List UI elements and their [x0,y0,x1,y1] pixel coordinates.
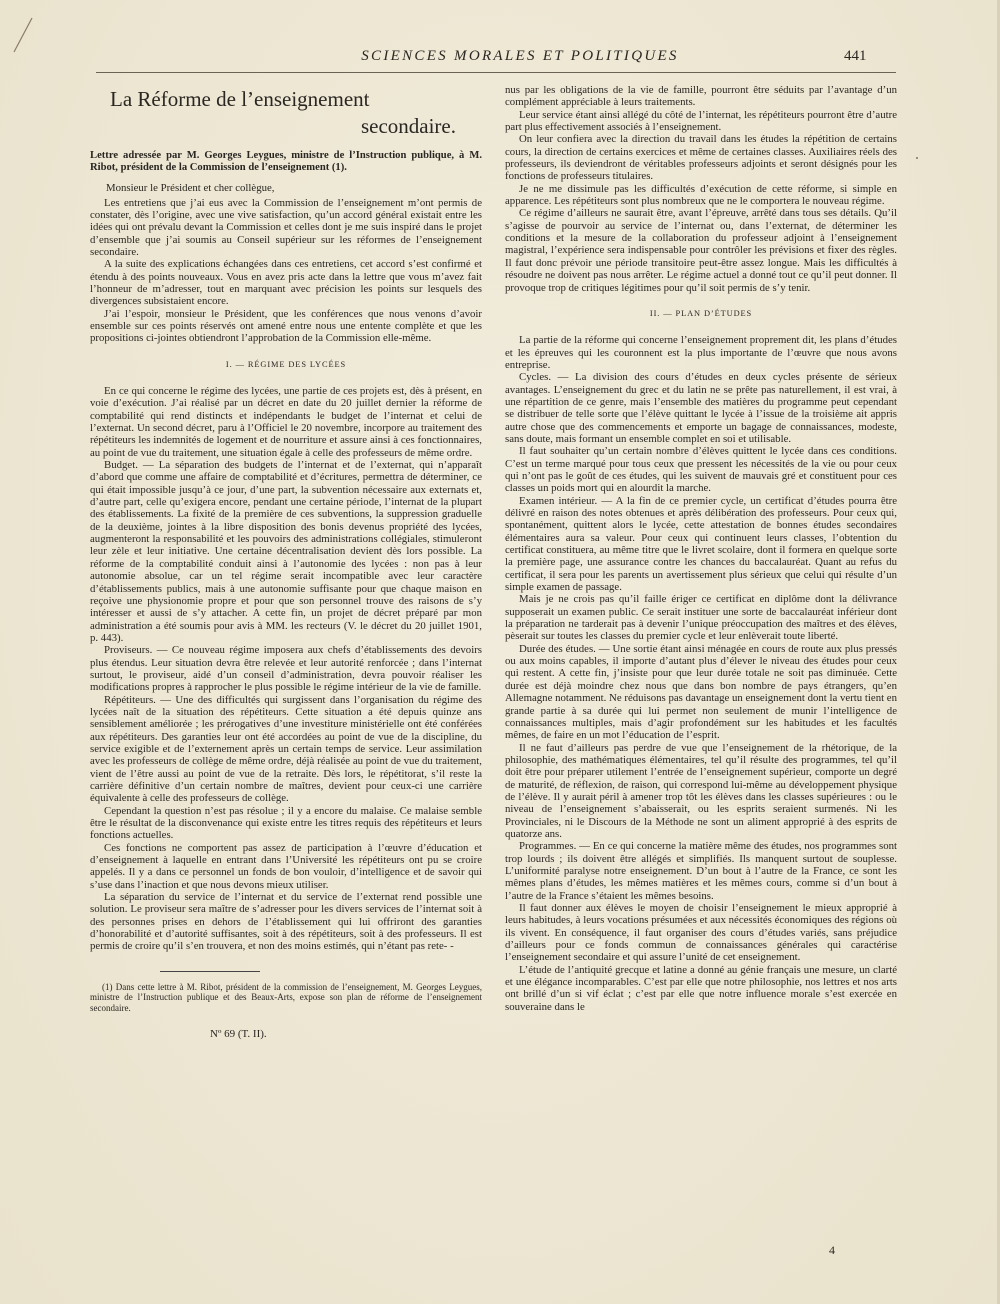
section-2-paragraphs [505,334,897,1013]
paragraph: Proviseurs. — Ce nouveau régime imposera aux chefs d’établissements des devoirs plus étendus. Leur situation devra être relevée et leur autorité renforcée ; dans l’internat surtout, le proviseur, aidé d’un conseil d’administration, devra pouvoir réaliser les modifications propres à rapprocher le plus possible le régime intérieur de la vie de famille. [90,644,482,694]
intro-paragraphs [90,197,482,345]
article-title [110,86,482,140]
paragraph: Durée des études. — Une sortie étant ainsi ménagée en cours de route aux plus pressés ou aux moins capables, il importe d’autant plus d’élever le niveau des études pour ceux qui restent. A cette fin, j’insiste pour que leur durée totale ne soit pas diminuée. Cette durée est déjà moindre chez nous que dans bon nombre de pays étrangers, qu’en Allemagne notamment. Ne réduisons pas davantage un enseignement dont la vertu tient en grande partie à sa durée qui lui permet non seulement de munir l’intelligence de connaissances multiples, mais d’agir profondément sur les habitudes et les facultés mêmes, de faire en un mot l’éducation de l’esprit. [505,642,897,742]
section-heading: I. — RÉGIME DES LYCÉES [225,359,347,369]
continued-paragraphs [505,84,897,294]
title-line-1: La Réforme de l’enseignement [110,87,370,111]
section-heading: II. — PLAN D’ÉTUDES [649,308,753,318]
footnote-rule [160,971,260,972]
paragraph: Répétiteurs. — Une des difficultés qui surgissent dans l’organisation du régime des lycées naît de la situation des répétiteurs. Cette situation a été depuis quinze ans sensiblement améliorée ; les prérogatives d’une investiture ministérielle ont été conférées aux répétiteurs. Des garanties leur ont été accordées au point de vue de la discipline, du service exigible et de l’externement après un certain temps de service. Leur assimilation avec les professeurs de collège de même ordre, déjà réalisée au point de vue du traitement, vient de l’être aussi au point de vue de la retraite. Dès lors, le répétitorat, s’il reste la carrière définitive d’un certain nombre de maîtres, devient pour ceux-ci une carrière équivalente à celle des professeurs de collège. [90,693,482,805]
paragraph: Budget. — La séparation des budgets de l’internat et de l’externat, qui n’apparaît d’abord que comme une affaire de comptabilité et d’écritures, permettra de déterminer, ce qui était impossible jusqu’à ce jour, d’une part, la subvention nécessaire aux externats et, d’autre part, celle qu’exigera encore, pendant une certaine période, l’internat de la plupart des établissements. La fixité de la première de ces subventions, la suppression graduelle de la deuxième, jointes à la libre disposition des bonis devenus propriété des lycées, augmenteront la responsabilité et les pouvoirs des administrations collégiales, stimuleront leur zèle et leur initiative. Une certaine décentralisation devient dès lors possible. La réforme de la comptabilité conduit ainsi à l’autonomie des lycées : non pas à leur autonomie absolue, car un tel régime serait incompatible avec leur caractère d’établissements publics, mais à une autonomie suffisante pour que chaque maison en reçoive une physionomie propre et pour que son personnel trouve des raisons de s’y intéresser et aussi de s’y attacher. A cette fin, un projet de décret préparé par mon administration a été soumis pour avis à MM. les recteurs (V. le décret du 20 juillet 1901, p. 443). [90,459,482,644]
paragraph: L’étude de l’antiquité grecque et latine a donné au génie français une mesure, un clarté et une élégance incomparables. C’est par elle que notre philosophie, nos lettres et nos arts ont brillé d’un si vif éclat ; c’est par elle que notre influence morale s’est exercée en souveraine dans le [505,963,897,1013]
paragraph: Mais je ne crois pas qu’il faille ériger ce certificat en diplôme dont la délivrance supposerait un examen public. Ce serait instituer une sorte de baccalauréat inférieur dont la préparation ne tarderait pas à devenir l’unique préoccupation des maîtres et des élèves, pèserait sur toutes les classes du premier cycle et leur enlèverait toute liberté. [505,593,897,643]
paragraph: La partie de la réforme qui concerne l’enseignement proprement dit, les plans d’études et les épreuves qui les couronnent est la plus importante de l’œuvre que nous avons entreprise. [505,334,897,371]
letter-heading: Lettre adressée par M. Georges Leygues, ministre de l’Instruction publique, à M. Ribot, président de la Commission de l’enseignement (1). [90,150,482,174]
paragraph: A la suite des explications échangées dans ces entretiens, cet accord s’est confirmé et étendu à des points nouveaux. Vous en avez pris acte dans la lettre que vous m’avez fait l’honneur de m’adresser, tout en marquant avec précision les points sur lesquels des divergences subsistaient encore. [90,258,482,308]
header-rule [96,72,896,73]
paragraph: Il faut souhaiter qu’un certain nombre d’élèves quittent le lycée dans ces conditions. C’est un terme marqué pour tous ceux que pressent les nécessités de la vie ou pour ceux qui n’ont pas le goût de ces études, qui les suivent de mauvais gré et constituent pour ces classes un poids mort qui en alourdit la marche. [505,445,897,495]
paragraph: Les entretiens que j’ai eus avec la Commission de l’enseignement m’ont permis de constater, dès l’origine, avec une vive satisfaction, qu’un accord général existait entre les idées qui ont prévalu devant la Commission et celles dont je me suis inspiré dans le projet d’ensemble que j’ai soumis au Conseil supérieur sur les réformes de l’enseignement secondaire. [90,196,482,258]
sheet-number: 4 [829,1243,835,1257]
section-1-paragraphs [90,385,482,953]
paragraph: J’ai l’espoir, monsieur le Président, que les conférences que nous venons d’avoir ensemble sur ces points réservés ont amené entre nous une entente complète et que les propositions ci-jointes obtiendront l’approbation de la Commission elle-même. [90,307,482,345]
paragraph: Ces fonctions ne comportent pas assez de participation à l’œuvre d’éducation et d’enseignement à laquelle en entrant dans l’Université les répétiteurs ont pu se croire appelés. Il y a dans ce personnel un fonds de bon vouloir, d’intelligence et de savoir qui s’use dans l’inaction et que nous devons mieux utiliser. [90,841,482,891]
paragraph: On leur confiera avec la direction du travail dans les études la répétition de certains cours, la direction de certains exercices et même de certaines classes. Auxiliaires réels des professeurs, ils deviendront de véritables professeurs adjoints et seront désignés pour les fonctions de professeurs titulaires. [505,133,897,183]
paragraph: Examen intérieur. — A la fin de ce premier cycle, un certificat d’études pourra être délivré en raison des notes obtenues et après délibération des professeurs. Pour ceux qui, spontanément, quittent alors le lycée, cette attestation de bonnes études secondaires élémentaires aura sa valeur. Pour ceux qui continuent leurs classes, l’obtention du certificat constituera, au même titre que le livret scolaire, dont il formera en quelque sorte la première page, une assurance contre les chances du baccalauréat. Quant au refus du certificat, il sera pour les parents un avertissement plus sérieux que celui qui résulte d’un simple examen de passage. [505,494,897,594]
page-number: 441 [844,48,867,64]
right-column [505,84,897,1013]
paragraph: Ce régime d’ailleurs ne saurait être, avant l’épreuve, arrêté dans tous ses détails. Qu’il s’agisse de pourvoir au service de l’internat ou, dans l’externat, de déterminer les conditions et la mesure de la collaboration du professeur adjoint à l’enseignement magistral, l’expérience sera indispensable pour contrôler les prévisions et fixer des règles. Il faut donc prévoir une période transitoire peut-être assez longue. Mais les difficultés à résoudre ne doivent pas nous arrêter. Le régime actuel a donné tout ce qu’il peut donner. Il provoque trop de critiques légitimes pour qu’il soit permis de s’y tenir. [505,207,897,294]
paragraph: Programmes. — En ce qui concerne la matière même des études, nos programmes sont trop lourds ; ils doivent être allégés et simplifiés. Ils manquent surtout de souplesse. L’uniformité paralyse notre enseignement. D’un bout à l’autre de la France, ce sont les mêmes plans d’études, les mêmes matières et les mêmes cours, comme si d’un bout à l’autre de la France s’étaient les mêmes besoins. [505,840,897,902]
footnote: (1) Dans cette lettre à M. Ribot, président de la commission de l’enseignement, M. Georges Leygues, ministre de l’Instruction publique et des Beaux-Arts, expose son plan de réforme de l’enseignement secondaire. [90,981,482,1013]
paragraph: Cycles. — La division des cours d’études en deux cycles présente de sérieux avantages. L’enseignement du grec et du latin ne se prête pas naturellement, il est vrai, à une répartition de ce genre, mais l’ensemble des matières du programme peut cependant se distribuer de telle sorte que l’élève quittant le lycée à l’issue de la troisième ait appris autre chose que des commencements et emporte un bagage de connaissances, modeste, sans doute, mais formant un ensemble complet en soi et utilisable. [505,371,897,445]
issue-number: Nº 69 (T. II). [210,1027,267,1040]
paragraph: nus par les obligations de la vie de famille, pourront être séduits par l’avantage d’un complément appréciable à leurs traitements. [505,84,897,109]
paragraph: Leur service étant ainsi allégé du côté de l’internat, les répétiteurs pourront être d’autre part plus effectivement associés à l’enseignement. [505,108,897,134]
left-column [90,84,482,1040]
paragraph: Je ne me dissimule pas les difficultés d’exécution de cette réforme, si simple en apparence. Les répétiteurs sont plus nombreux que ne le comportera le nouveau régime. [505,182,897,208]
salutation: Monsieur le Président et cher collègue, [106,182,275,195]
paragraph: Il ne faut d’ailleurs pas perdre de vue que l’enseignement de la rhétorique, de la philosophie, des mathématiques élémentaires, tel qu’il résulte des programmes, tel qu’il doit être pour préparer utilement l’entrée de l’enseignement supérieur, comporte un degré de maturité, de réflexion, de raison, qui correspond lui-même au développement physique de l’élève. Il y aurait péril à amener trop tôt les élèves dans les classes supérieures : ou le niveau de l’enseignement s’abaisserait, ou les esprits seraient surmenés. Ni les Provinciales, ni le Discours de la Méthode ne sont un aliment approprié à des esprits de quatorze ans. [505,741,897,840]
pencil-mark-icon [10,14,36,54]
ink-speck [916,157,918,159]
paragraph: Cependant la question n’est pas résolue ; il y a encore du malaise. Ce malaise semble être le résultat de la disconvenance qui existe entre les titres requis des répétiteurs et leurs fonctions actuelles. [90,804,482,842]
paragraph: Il faut donner aux élèves le moyen de choisir l’enseignement le mieux approprié à leurs habitudes, à leurs vocations présumées et aux nécessités économiques des régions où ils vivent. En conséquence, il faut organiser des cours d’études variés, sans préjudice d’ailleurs pour ce fonds commun de connaissances générales qui caractérise l’enseignement secondaire et qui assure l’unité de cet enseignement. [505,902,897,964]
paragraph: En ce qui concerne le régime des lycées, une partie de ces projets est, dès à présent, en voie d’exécution. J’ai réalisé par un décret en date du 20 juillet dernier la réforme de comptabilité qui rend distincts et indépendants le budget de l’internat et celui de l’externat. Un second décret, paru à l’Officiel le 20 novembre, incorpore au traitement des répétiteurs les indemnités de logement et de nourriture et assure ainsi à ces fonctionnaires, au point de vue du traitement, une situation égale à celle des professeurs de même ordre. [90,385,482,459]
title-line-2: secondaire. [360,114,456,138]
running-head: SCIENCES MORALES ET POLITIQUES [361,48,679,64]
paragraph: La séparation du service de l’internat et du service de l’externat rend possible une solution. Le proviseur sera maître de s’adresser pour les divers services de l’internat soit à des personnes prises en dehors de l’établissement qui lui offriront des garanties d’honorabilité et d’autorité suffisantes, soit à des répétiteurs, soit à des professeurs. Il est permis de croire qu’il s’en trouvera, et non des moins estimés, qui n’étant pas rete- - [90,891,482,953]
